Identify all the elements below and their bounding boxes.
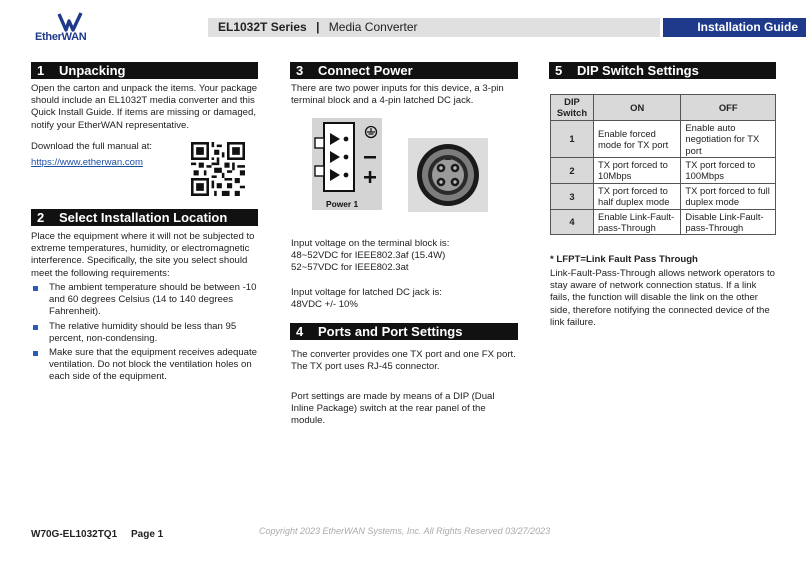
off-value: TX port forced to 100Mbps bbox=[681, 158, 776, 184]
terminal-voltage bbox=[291, 238, 517, 275]
section-title: DIP Switch Settings bbox=[577, 63, 699, 78]
table-row bbox=[551, 120, 776, 157]
doc-code: W70G-EL1032TQ1 bbox=[31, 529, 118, 540]
table-row bbox=[551, 209, 776, 235]
logo bbox=[33, 12, 103, 44]
header-bar bbox=[208, 18, 660, 37]
logo-icon bbox=[53, 12, 83, 32]
product-label: Media Converter bbox=[328, 20, 418, 34]
download-label: Download the full manual at: bbox=[31, 141, 153, 152]
lfpt-note-body: Link-Fault-Pass-Through allows network operators to stay aware of network connection status. If a link fails, the function will disable the link on the other side, therefore notifying the connected device of the link failure. bbox=[550, 268, 776, 328]
on-value: Enable Link-Fault-pass-Through bbox=[594, 209, 681, 235]
dip-switch-table bbox=[550, 94, 776, 235]
switch-number: 2 bbox=[551, 158, 594, 184]
ports-text: The converter provides one TX port and one FX port. The TX port uses RJ-45 connector. bbox=[291, 349, 516, 373]
tb-heading: Input voltage on the terminal block is: bbox=[291, 238, 450, 249]
on-value: Enable forced mode for TX port bbox=[594, 120, 681, 157]
col-on: ON bbox=[594, 95, 681, 121]
section-title: Unpacking bbox=[59, 63, 126, 78]
col-off: OFF bbox=[681, 95, 776, 121]
manual-link[interactable]: https://www.etherwan.com bbox=[31, 157, 143, 168]
power-text: There are two power inputs for this device, a 3-pin terminal block and a 4-pin latched DC jack. bbox=[291, 83, 504, 107]
section-title: Connect Power bbox=[318, 63, 413, 78]
on-value: TX port forced to 10Mbps bbox=[594, 158, 681, 184]
dc-jack-illustration bbox=[408, 138, 488, 212]
dc-line1: 48VDC +/- 10% bbox=[291, 299, 358, 311]
table-row bbox=[551, 158, 776, 184]
section-4-header bbox=[290, 323, 518, 340]
copyright: Copyright 2023 EtherWAN Systems, Inc. All Rights Reserved 03/27/2023 bbox=[259, 526, 551, 536]
switch-number: 4 bbox=[551, 209, 594, 235]
switch-number: 3 bbox=[551, 183, 594, 209]
section-title: Select Installation Location bbox=[59, 210, 228, 225]
lfpt-note-title: * LFPT=Link Fault Pass Through bbox=[550, 254, 698, 265]
list-item: Make sure that the equipment receives adequate ventilation. Do not block the ventilation holes on each side of the equipment. bbox=[31, 347, 258, 384]
col-switch: DIP Switch bbox=[551, 95, 594, 121]
list-item: The relative humidity should be less than 95 percent, non-condensing. bbox=[31, 321, 258, 345]
guide-label: Installation Guide bbox=[663, 18, 806, 37]
switch-number: 1 bbox=[551, 120, 594, 157]
location-text: Place the equipment where it will not be subjected to extreme temperatures, humidity, or electromagnetic interference. Specifically, the site you select should meet the following requirements: bbox=[31, 231, 255, 279]
requirements-list bbox=[31, 282, 258, 386]
section-3-header bbox=[290, 62, 518, 79]
section-2-header bbox=[31, 209, 258, 226]
dip-text: Port settings are made by means of a DIP (Dual Inline Package) switch at the rear panel of the module. bbox=[291, 391, 495, 427]
series-label: EL1032T Series bbox=[218, 20, 307, 34]
section-number: 2 bbox=[37, 210, 45, 225]
tb-line2: 52~57VDC for IEEE802.3at bbox=[291, 262, 409, 274]
page-number: Page 1 bbox=[131, 529, 164, 540]
dc-heading: Input voltage for latched DC jack is: bbox=[291, 287, 442, 298]
on-value: TX port forced to half duplex mode bbox=[594, 183, 681, 209]
section-number: 4 bbox=[296, 324, 304, 339]
logo-text: EtherWAN bbox=[35, 31, 87, 43]
terminal-block-illustration bbox=[312, 118, 382, 210]
table-header-row bbox=[551, 95, 776, 121]
section-5-header bbox=[549, 62, 776, 79]
tb-line1: 48~52VDC for IEEE802.3af (15.4W) bbox=[291, 250, 446, 262]
off-value: Disable Link-Fault-pass-Through bbox=[681, 209, 776, 235]
section-1-header bbox=[31, 62, 258, 79]
section-title: Ports and Port Settings bbox=[318, 324, 463, 339]
section-number: 1 bbox=[37, 63, 45, 78]
dc-voltage bbox=[291, 287, 517, 311]
unpacking-text: Open the carton and unpack the items. Your package should include an EL1032T media converter and this Quick Install Guide. If items are missing or damaged, notify your EtherWAN representative. bbox=[31, 83, 258, 131]
section-number: 3 bbox=[296, 63, 304, 78]
qr-code bbox=[191, 142, 245, 196]
header-separator: | bbox=[316, 20, 320, 34]
table-row bbox=[551, 183, 776, 209]
list-item: The ambient temperature should be between -10 and 60 degrees Celsius (14 to 140 degrees Fahrenheit). bbox=[31, 282, 258, 319]
terminal-label: Power 1 bbox=[326, 199, 359, 209]
off-value: Enable auto negotiation for TX port bbox=[681, 120, 776, 157]
off-value: TX port forced to full duplex mode bbox=[681, 183, 776, 209]
section-number: 5 bbox=[555, 63, 563, 78]
